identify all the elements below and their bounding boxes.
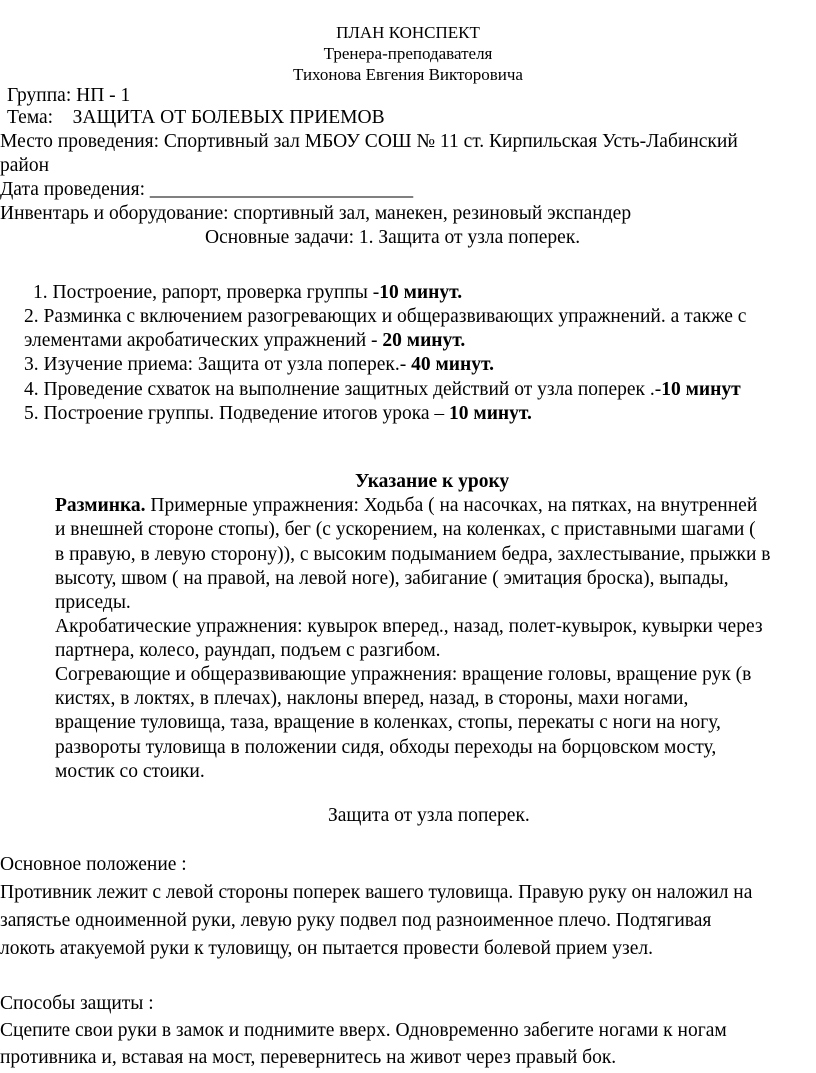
warmup-line-3: в правую, в левую сторону)), с высоким подыманием бедра, захлестывание, прыжки в (55, 544, 771, 565)
acro-line-2: партнера, колесо, раундап, подъем с разгибом. (55, 640, 441, 661)
doc-title: ПЛАН КОНСПЕКТ (336, 23, 480, 42)
general-line-4: развороты туловища в положении сидя, обходы переходы на борцовском мосту, (55, 737, 717, 758)
tasks-line: Основные задачи: 1. Защита от узла поперек. (205, 227, 581, 248)
acro-line-1: Акробатические упражнения: кувырок вперед., назад, полет-кувырок, кувырки через (55, 616, 763, 637)
place-line-2: район (0, 155, 50, 176)
warmup-line-4: высоту, швом ( на правой, на левой ноге), забигание ( эмитация броска), выпады, (55, 568, 729, 589)
topic-line (7, 108, 385, 128)
position-label: Основное положение : (0, 854, 187, 875)
plan-item-4-text: 4. Проведение схваток на выполнение защитных действий от узла поперек .- (24, 379, 662, 400)
general-line-3: вращение туловища, таза, вращение в коленках, стопы, перекаты с ноги на ногу, (55, 712, 721, 733)
general-line-2: кистях, в локтях, в плечах), наклоны вперед, назад, в стороны, махи ногами, (55, 688, 689, 709)
warmup-text: Примерные упражнения: Ходьба ( на насочках, на пятках, на внутренней (145, 495, 758, 516)
technique-heading: Защита от узла поперек. (328, 805, 530, 826)
position-line-3: локоть атакуемой руки к туловищу, он пытается провести болевой прием узел. (0, 938, 654, 959)
warmup-line-2: и внешней стороне стопы), бег (с ускорением, на коленках, с приставными шагами ( (55, 519, 756, 540)
plan-item-4 (24, 380, 741, 400)
defense-label: Способы защиты : (0, 993, 154, 1014)
plan-item-5-text: 5. Построение группы. Подведение итогов урока – (24, 403, 450, 424)
plan-item-2-line-2 (24, 331, 465, 351)
doc-subtitle: Тренера-преподавателя (323, 44, 493, 63)
plan-item-2-time: 20 минут. (382, 330, 466, 351)
topic-value: ЗАЩИТА ОТ БОЛЕВЫХ ПРИЕМОВ (72, 107, 385, 128)
plan-item-3-time: 40 минут. (411, 354, 494, 375)
instructions-heading: Указание к уроку (355, 471, 510, 492)
date-line: Дата проведения: ___________________________ (0, 179, 414, 200)
plan-item-1 (33, 283, 462, 303)
general-line-1: Согревающие и общеразвивающие упражнения: вращение головы, вращение рук (в (55, 664, 752, 685)
plan-item-3-text: 3. Изучение приема: Защита от узла поперек.- (24, 354, 412, 375)
defense-line-1: Сцепите свои руки в замок и поднимите вверх. Одновременно забегите ногами к ногам (0, 1020, 727, 1041)
plan-item-1-time: 10 минут. (379, 282, 463, 303)
plan-item-1-text: 1. Построение, рапорт, проверка группы - (33, 282, 380, 303)
topic-label: Тема: (7, 107, 54, 128)
warmup-label: Разминка. (55, 495, 146, 516)
plan-item-2-line-1: 2. Разминка с включением разогревающих и общеразвивающих упражнений. а также с (24, 306, 747, 327)
defense-line-2: противника и, вставая на мост, перевернитесь на живот через правый бок. (0, 1047, 617, 1068)
plan-item-2-text: элементами акробатических упражнений - (24, 330, 383, 351)
position-line-2: запястье одноименной руки, левую руку подвел под разноименное плечо. Подтягивая (0, 910, 712, 931)
plan-item-5-time: 10 минут. (449, 403, 532, 424)
position-line-1: Противник лежит с левой стороны поперек вашего туловища. Правую руку он наложил на (0, 882, 753, 903)
warmup-line-1 (55, 496, 757, 516)
plan-item-4-time: 10 минут (661, 379, 741, 400)
group-line: Группа: НП - 1 (7, 85, 131, 106)
general-line-5: мостик со стоики. (55, 761, 205, 782)
plan-item-3 (24, 355, 494, 375)
doc-author: Тихонова Евгения Викторовича (293, 65, 523, 84)
equipment-line: Инвентарь и оборудование: спортивный зал, манекен, резиновый экспандер (0, 203, 632, 224)
place-line-1: Место проведения: Спортивный зал МБОУ СОШ № 11 ст. Кирпильская Усть-Лабинский (0, 131, 738, 152)
warmup-line-5: приседы. (55, 592, 131, 613)
plan-item-5 (24, 404, 532, 424)
